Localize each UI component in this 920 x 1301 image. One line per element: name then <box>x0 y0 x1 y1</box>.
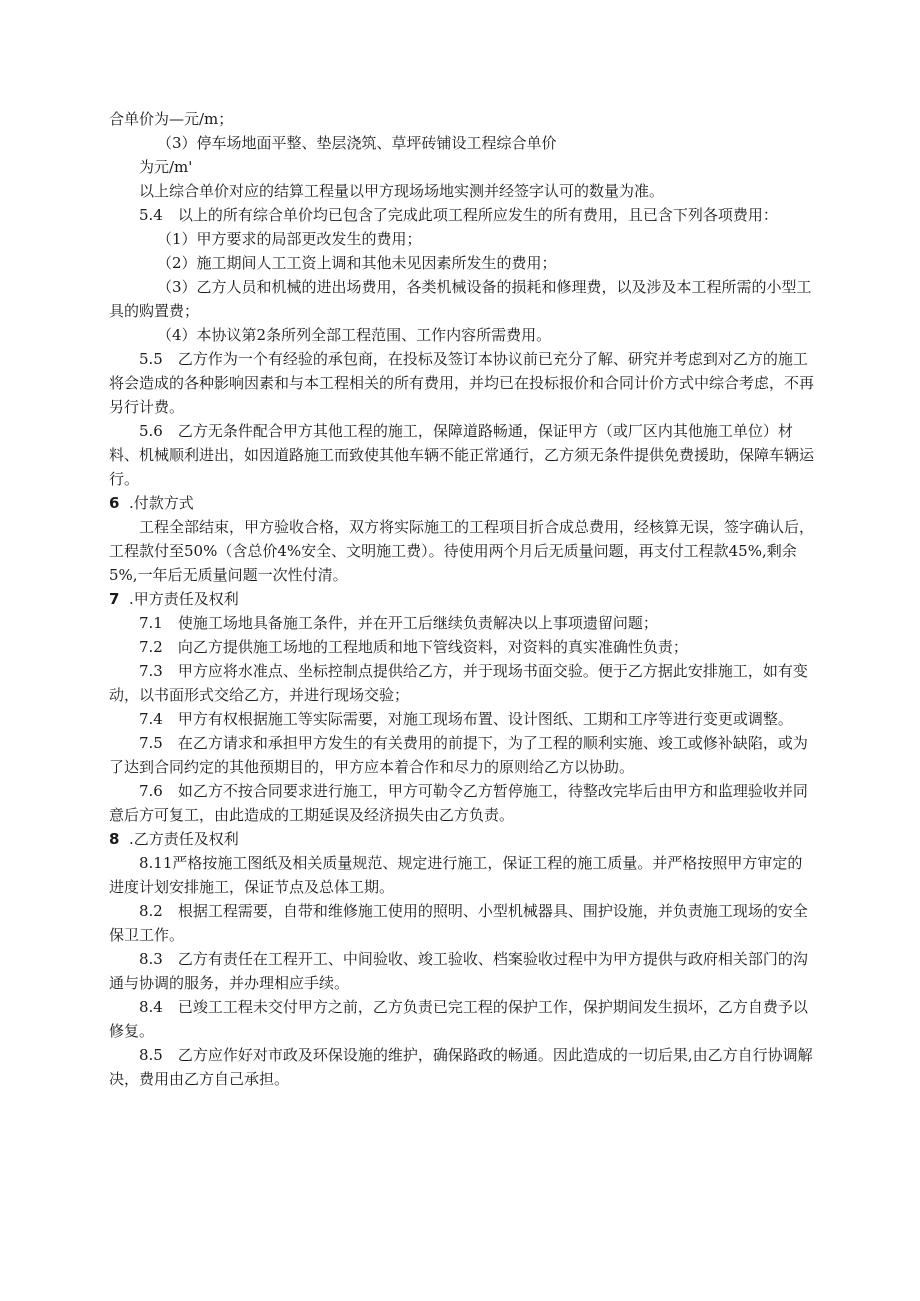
paragraph: 工程全部结束，甲方验收合格，双方将实际施工的工程项目折合成总费用，经核算无误，签字确认后，工程款付至50%（含总价4%安全、文明施工费）。待使用两个月后无质量问题，再支付工程款45%,剩余5%,一年后无质量问题一次性付清。 <box>109 518 815 584</box>
section-heading <box>109 827 817 851</box>
section-title: .乙方责任及权利 <box>129 830 239 848</box>
paragraph: 5.4 以上的所有综合单价均已包含了完成此项工程所应发生的所有费用，且已含下列各项费用： <box>139 206 778 224</box>
paragraph: 8.5 乙方应作好对市政及环保设施的维护，确保路政的畅通。因此造成的一切后果,由乙方自行协调解决，费用由乙方自己承担。 <box>109 1046 813 1088</box>
section-number: 7 <box>109 590 120 608</box>
paragraph: （3）停车场地面平整、垫层浇筑、草坪砖铺设工程综合单价 <box>157 134 557 152</box>
paragraph: 以上综合单价对应的结算工程量以甲方现场场地实测并经签字认可的数量为准。 <box>139 182 665 200</box>
paragraph: 7.3 甲方应将水准点、坐标控制点提供给乙方，并于现场书面交验。便于乙方据此安排施工，如有变动，以书面形式交给乙方，并进行现场交验； <box>109 662 808 704</box>
section-heading <box>109 587 817 611</box>
paragraph: 7.1 使施工场地具备施工条件，并在开工后继续负责解决以上事项遗留问题； <box>139 614 658 632</box>
section-title: .付款方式 <box>129 494 194 512</box>
paragraph: 为元/m' <box>139 158 193 176</box>
paragraph: （2）施工期间人工工资上调和其他未见因素所发生的费用； <box>157 254 557 272</box>
paragraph: 7.2 向乙方提供施工场地的工程地质和地下管线资料，对资料的真实准确性负责； <box>139 638 688 656</box>
paragraph: 7.6 如乙方不按合同要求进行施工，甲方可勒令乙方暂停施工，待整改完毕后由甲方和监理验收并同意后方可复工，由此造成的工期延误及经济损失由乙方负责。 <box>109 782 808 824</box>
paragraph: （1）甲方要求的局部更改发生的费用； <box>157 230 422 248</box>
paragraph: 7.5 在乙方请求和承担甲方发生的有关费用的前提下，为了工程的顺利实施、竣工或修补缺陷，或为了达到合同约定的其他预期目的，甲方应本着合作和尽力的原则给乙方以协助。 <box>109 734 808 776</box>
section-number: 8 <box>109 830 120 848</box>
paragraph: （4）本协议第2条所列全部工程范围、工作内容所需费用。 <box>157 326 552 344</box>
paragraph: 8.2 根据工程需要，自带和维修施工使用的照明、小型机械器具、围护设施，并负责施工现场的安全保卫工作。 <box>109 902 808 944</box>
paragraph: 8.3 乙方有责任在工程开工、中间验收、竣工验收、档案验收过程中为甲方提供与政府相关部门的沟通与协调的服务，并办理相应手续。 <box>109 950 808 992</box>
section-number: 6 <box>109 494 120 512</box>
paragraph: 5.5 乙方作为一个有经验的承包商，在投标及签订本协议前已充分了解、研究并考虑到对乙方的施工将会造成的各种影响因素和与本工程相关的所有费用，并均已在投标报价和合同计价方式中综合考虑，不再另行计费。 <box>109 350 815 416</box>
paragraph: 8.11严格按施工图纸及相关质量规范、规定进行施工，保证工程的施工质量。并严格按照甲方审定的进度计划安排施工，保证节点及总体工期。 <box>109 854 803 896</box>
paragraph: 5.6 乙方无条件配合甲方其他工程的施工，保障道路畅通，保证甲方（或厂区内其他施工单位）材料、机械顺利进出，如因道路施工而致使其他车辆不能正常通行，乙方须无条件提供免费援助，保障车辆运行。 <box>109 422 815 488</box>
paragraph: 8.4 已竣工工程未交付甲方之前，乙方负责已完工程的保护工作，保护期间发生损坏，乙方自费予以修复。 <box>109 998 808 1040</box>
paragraph: （3）乙方人员和机械的进出场费用，各类机械设备的损耗和修理费，以及涉及本工程所需的小型工具的购置费； <box>109 278 812 320</box>
paragraph: 合单价为—元/m； <box>109 110 234 128</box>
document-body <box>109 107 817 1091</box>
section-heading <box>109 491 817 515</box>
section-title: .甲方责任及权利 <box>129 590 239 608</box>
paragraph: 7.4 甲方有权根据施工等实际需要，对施工现场布置、设计图纸、工期和工序等进行变更或调整。 <box>139 710 793 728</box>
